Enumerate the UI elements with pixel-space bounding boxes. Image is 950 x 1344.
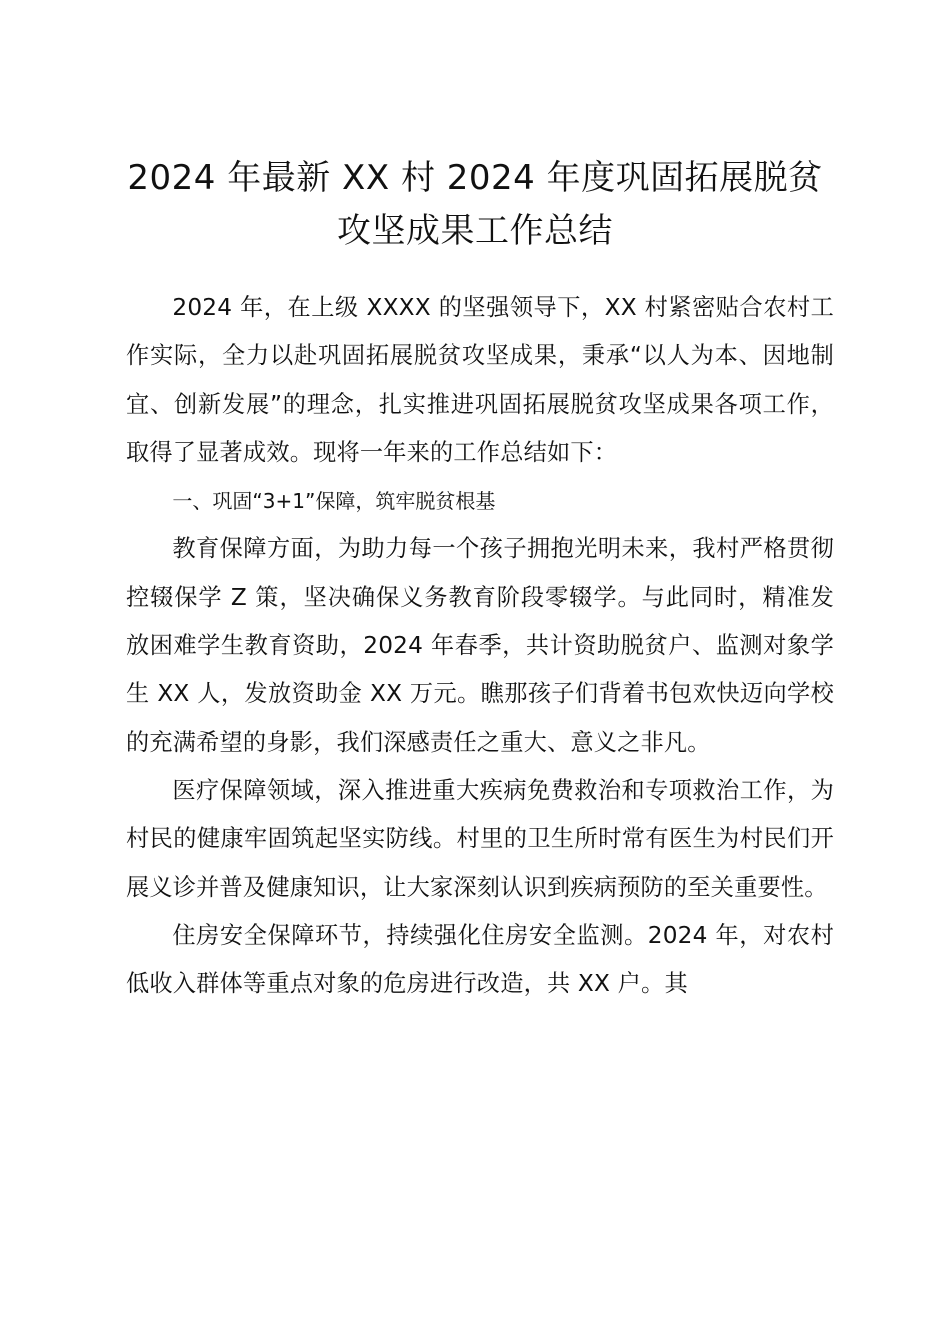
intro-paragraph: 2024 年，在上级 XXXX 的坚强领导下，XX 村紧密贴合农村工作实际，全力以赴巩固拓展脱贫攻坚成果，秉承“以人为本、因地制宜、创新发展”的理念，扎实推进巩固拓展脱贫攻坚成果各项工作，取得了显著成效。现将一年来的工作总结如下：	[126, 294, 834, 466]
document-body	[126, 284, 834, 1008]
medical-paragraph: 医疗保障领域，深入推进重大疾病免费救治和专项救治工作，为村民的健康牢固筑起坚实防线。村里的卫生所时常有医生为村民们开展义诊并普及健康知识，让大家深刻认识到疾病预防的至关重要性。	[126, 776, 834, 901]
section-heading: 一、巩固“3+1”保障，筑牢脱贫根基	[172, 489, 496, 514]
document-title-line-2: 攻坚成果工作总结	[337, 211, 613, 251]
document-title-line-1: 2024 年最新 XX 村 2024 年度巩固拓展脱贫	[127, 158, 823, 198]
education-paragraph: 教育保障方面，为助力每一个孩子拥抱光明未来，我村严格贯彻控辍保学 Z 策，坚决确保义务教育阶段零辍学。与此同时，精准发放困难学生教育资助，2024 年春季，共计资助脱贫户、监测对象学生 XX 人，发放资助金 XX 万元。瞧那孩子们背着书包欢快迈向学校的充满希望的身影，我们深感责任之重大、意义之非凡。	[126, 535, 834, 756]
housing-paragraph: 住房安全保障环节，持续强化住房安全监测。2024 年，对农村低收入群体等重点对象的危房进行改造，共 XX 户。其	[126, 921, 834, 998]
document-title	[120, 152, 830, 258]
